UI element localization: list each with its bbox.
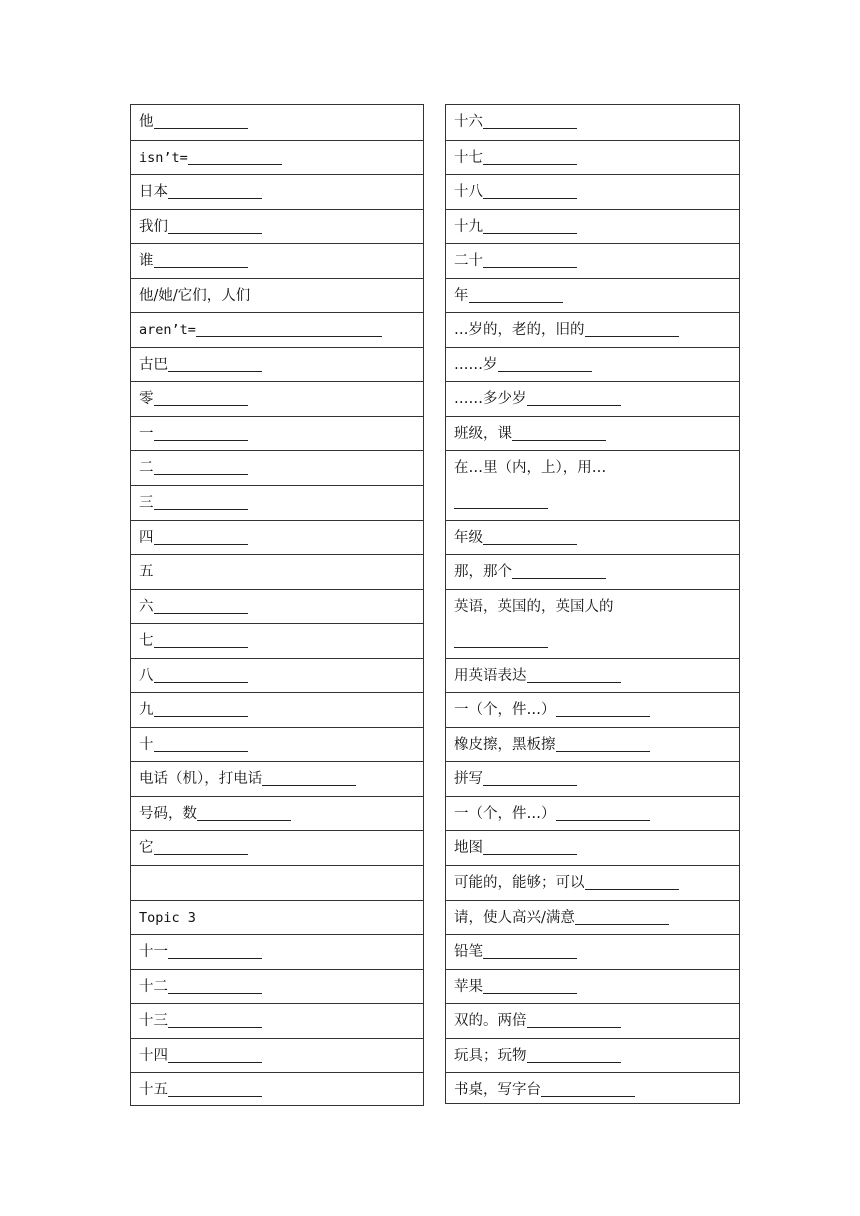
vocab-prompt: 九 bbox=[139, 702, 154, 719]
answer-blank[interactable] bbox=[512, 426, 606, 441]
vocab-prompt: 号码，数 bbox=[139, 805, 197, 822]
answer-blank[interactable] bbox=[527, 1013, 621, 1028]
vocab-prompt: 地图 bbox=[454, 840, 483, 857]
vocab-prompt: 在…里（内，上），用… bbox=[454, 460, 607, 477]
vocab-row bbox=[446, 243, 739, 278]
vocab-row bbox=[131, 174, 423, 209]
vocab-row bbox=[446, 381, 739, 416]
vocab-row bbox=[446, 312, 739, 347]
vocab-prompt: 年 bbox=[454, 287, 469, 304]
answer-blank[interactable] bbox=[154, 114, 248, 129]
answer-blank[interactable] bbox=[154, 530, 248, 545]
vocab-prompt: 日本 bbox=[139, 184, 168, 201]
vocab-row bbox=[131, 381, 423, 416]
answer-blank[interactable] bbox=[154, 702, 248, 717]
left-vocab-table bbox=[130, 104, 424, 1106]
vocab-row bbox=[446, 830, 739, 865]
answer-blank[interactable] bbox=[483, 184, 577, 199]
vocab-prompt: 五 bbox=[139, 564, 154, 581]
answer-blank[interactable] bbox=[154, 840, 248, 855]
vocab-row bbox=[131, 347, 423, 382]
vocab-prompt: …岁的，老的，旧的 bbox=[454, 322, 585, 339]
vocab-row bbox=[131, 416, 423, 451]
answer-blank[interactable] bbox=[454, 633, 548, 648]
vocab-row bbox=[131, 140, 423, 175]
vocab-prompt: 那，那个 bbox=[454, 564, 512, 581]
vocab-prompt: 十一 bbox=[139, 944, 168, 961]
vocab-prompt: 十七 bbox=[454, 149, 483, 166]
vocab-prompt: 电话（机），打电话 bbox=[139, 771, 263, 788]
vocab-prompt: 苹果 bbox=[454, 978, 483, 995]
vocab-row bbox=[446, 347, 739, 382]
answer-blank[interactable] bbox=[527, 391, 621, 406]
vocab-row bbox=[131, 658, 423, 693]
vocab-row bbox=[131, 900, 423, 935]
vocab-prompt: 一（个，件…） bbox=[454, 702, 556, 719]
answer-blank[interactable] bbox=[556, 806, 650, 821]
vocab-prompt: 六 bbox=[139, 598, 154, 615]
vocab-row bbox=[131, 692, 423, 727]
answer-blank[interactable] bbox=[168, 219, 262, 234]
vocab-prompt: 四 bbox=[139, 529, 154, 546]
answer-blank[interactable] bbox=[483, 219, 577, 234]
answer-blank[interactable] bbox=[483, 979, 577, 994]
vocab-prompt: 十六 bbox=[454, 114, 483, 130]
vocab-row bbox=[446, 761, 739, 796]
vocab-prompt: 谁 bbox=[139, 253, 154, 270]
answer-blank[interactable] bbox=[469, 288, 563, 303]
answer-blank[interactable] bbox=[154, 495, 248, 510]
vocab-prompt: Topic 3 bbox=[139, 909, 196, 926]
vocab-row bbox=[446, 727, 739, 762]
answer-blank[interactable] bbox=[168, 944, 262, 959]
vocab-row bbox=[446, 1003, 739, 1038]
answer-blank[interactable] bbox=[483, 840, 577, 855]
vocab-row bbox=[446, 554, 739, 589]
vocab-row bbox=[131, 278, 423, 313]
vocab-row bbox=[446, 658, 739, 693]
answer-blank[interactable] bbox=[483, 771, 577, 786]
vocab-row bbox=[131, 209, 423, 244]
vocab-row bbox=[131, 796, 423, 831]
answer-blank[interactable] bbox=[154, 668, 248, 683]
vocab-row bbox=[446, 589, 739, 658]
answer-blank[interactable] bbox=[196, 322, 382, 337]
vocab-row bbox=[446, 796, 739, 831]
answer-blank[interactable] bbox=[168, 357, 262, 372]
vocab-prompt: 班级，课 bbox=[454, 425, 512, 442]
vocab-prompt: 二十 bbox=[454, 253, 483, 270]
answer-blank[interactable] bbox=[556, 737, 650, 752]
answer-blank[interactable] bbox=[188, 150, 282, 165]
vocab-row bbox=[131, 623, 423, 658]
vocab-row bbox=[131, 450, 423, 485]
vocab-prompt: 三 bbox=[139, 495, 154, 512]
answer-blank[interactable] bbox=[154, 253, 248, 268]
vocab-prompt: 橡皮擦，黑板擦 bbox=[454, 736, 556, 753]
vocab-row bbox=[131, 554, 423, 589]
vocab-prompt: 七 bbox=[139, 633, 154, 650]
vocab-row bbox=[131, 934, 423, 969]
vocab-prompt: 古巴 bbox=[139, 356, 168, 373]
right-vocab-table bbox=[445, 104, 740, 1104]
vocab-prompt: isn’t= bbox=[139, 149, 188, 166]
vocab-row bbox=[446, 416, 739, 451]
vocab-row bbox=[446, 1072, 739, 1107]
vocab-prompt: 他/她/它们，人们 bbox=[139, 287, 251, 304]
answer-blank[interactable] bbox=[154, 633, 248, 648]
answer-blank[interactable] bbox=[483, 944, 577, 959]
vocab-row bbox=[131, 1038, 423, 1073]
vocab-row bbox=[446, 900, 739, 935]
vocab-row bbox=[131, 727, 423, 762]
vocab-row bbox=[446, 969, 739, 1004]
vocab-prompt: 十九 bbox=[454, 218, 483, 235]
answer-blank[interactable] bbox=[483, 253, 577, 268]
vocab-prompt: 年级 bbox=[454, 529, 483, 546]
answer-blank[interactable] bbox=[168, 1048, 262, 1063]
vocab-row bbox=[446, 209, 739, 244]
vocab-prompt: 二 bbox=[139, 460, 154, 477]
vocab-prompt: 十三 bbox=[139, 1013, 168, 1030]
vocab-prompt: 十八 bbox=[454, 184, 483, 201]
answer-blank[interactable] bbox=[168, 1013, 262, 1028]
vocab-prompt: 一 bbox=[139, 425, 154, 442]
vocab-row bbox=[446, 174, 739, 209]
vocab-prompt: 双的。两倍 bbox=[454, 1013, 527, 1030]
vocab-row bbox=[446, 140, 739, 175]
answer-blank[interactable] bbox=[483, 530, 577, 545]
answer-blank[interactable] bbox=[541, 1082, 635, 1097]
answer-blank[interactable] bbox=[556, 702, 650, 717]
answer-blank[interactable] bbox=[154, 426, 248, 441]
answer-blank[interactable] bbox=[197, 806, 291, 821]
vocab-row bbox=[446, 520, 739, 555]
vocab-row bbox=[446, 450, 739, 519]
vocab-prompt: ……岁 bbox=[454, 356, 498, 373]
answer-blank[interactable] bbox=[527, 668, 621, 683]
answer-blank[interactable] bbox=[454, 494, 548, 509]
vocab-prompt: 铅笔 bbox=[454, 944, 483, 961]
vocab-row bbox=[446, 934, 739, 969]
vocab-prompt: aren’t= bbox=[139, 322, 196, 339]
answer-blank[interactable] bbox=[154, 391, 248, 406]
vocab-prompt: 请，使人高兴/满意 bbox=[454, 909, 575, 926]
vocab-prompt: ……多少岁 bbox=[454, 391, 527, 408]
answer-blank[interactable] bbox=[168, 979, 262, 994]
vocab-row bbox=[446, 692, 739, 727]
vocab-row bbox=[131, 312, 423, 347]
vocab-row bbox=[131, 761, 423, 796]
answer-blank[interactable] bbox=[527, 1048, 621, 1063]
vocab-prompt: 拼写 bbox=[454, 771, 483, 788]
vocab-prompt: 十二 bbox=[139, 978, 168, 995]
vocab-row bbox=[131, 865, 423, 900]
answer-blank[interactable] bbox=[585, 322, 679, 337]
vocab-prompt: 英语，英国的，英国人的 bbox=[454, 598, 614, 615]
vocab-row bbox=[131, 589, 423, 624]
vocab-row bbox=[131, 1003, 423, 1038]
vocab-prompt: 他 bbox=[139, 114, 154, 130]
vocab-prompt: 书桌，写字台 bbox=[454, 1082, 541, 1099]
answer-blank[interactable] bbox=[512, 564, 606, 579]
answer-blank[interactable] bbox=[168, 1082, 262, 1097]
vocab-prompt: 可能的，能够；可以 bbox=[454, 875, 585, 892]
vocab-prompt: 一（个，件…） bbox=[454, 805, 556, 822]
vocab-prompt: 用英语表达 bbox=[454, 667, 527, 684]
vocab-prompt: 我们 bbox=[139, 218, 168, 235]
vocab-row bbox=[131, 243, 423, 278]
answer-blank[interactable] bbox=[483, 150, 577, 165]
vocab-prompt: 十四 bbox=[139, 1047, 168, 1064]
vocab-row bbox=[131, 485, 423, 520]
vocab-row bbox=[131, 520, 423, 555]
vocab-row bbox=[131, 1072, 423, 1107]
answer-blank[interactable] bbox=[154, 460, 248, 475]
vocab-prompt: 十 bbox=[139, 736, 154, 753]
vocab-prompt: 玩具；玩物 bbox=[454, 1047, 527, 1064]
answer-blank[interactable] bbox=[262, 771, 356, 786]
vocab-prompt: 八 bbox=[139, 667, 154, 684]
vocab-prompt: 它 bbox=[139, 840, 154, 857]
vocab-prompt: 零 bbox=[139, 391, 154, 408]
vocab-row bbox=[446, 1038, 739, 1073]
answer-blank[interactable] bbox=[154, 737, 248, 752]
answer-blank[interactable] bbox=[154, 599, 248, 614]
answer-blank[interactable] bbox=[483, 114, 577, 129]
answer-blank[interactable] bbox=[168, 184, 262, 199]
vocab-row bbox=[131, 105, 423, 140]
vocab-row bbox=[446, 278, 739, 313]
answer-blank[interactable] bbox=[498, 357, 592, 372]
vocab-row bbox=[131, 969, 423, 1004]
vocab-row bbox=[446, 865, 739, 900]
vocab-row bbox=[131, 830, 423, 865]
vocab-row bbox=[446, 105, 739, 140]
vocab-prompt: 十五 bbox=[139, 1082, 168, 1099]
answer-blank[interactable] bbox=[575, 910, 669, 925]
answer-blank[interactable] bbox=[585, 875, 679, 890]
